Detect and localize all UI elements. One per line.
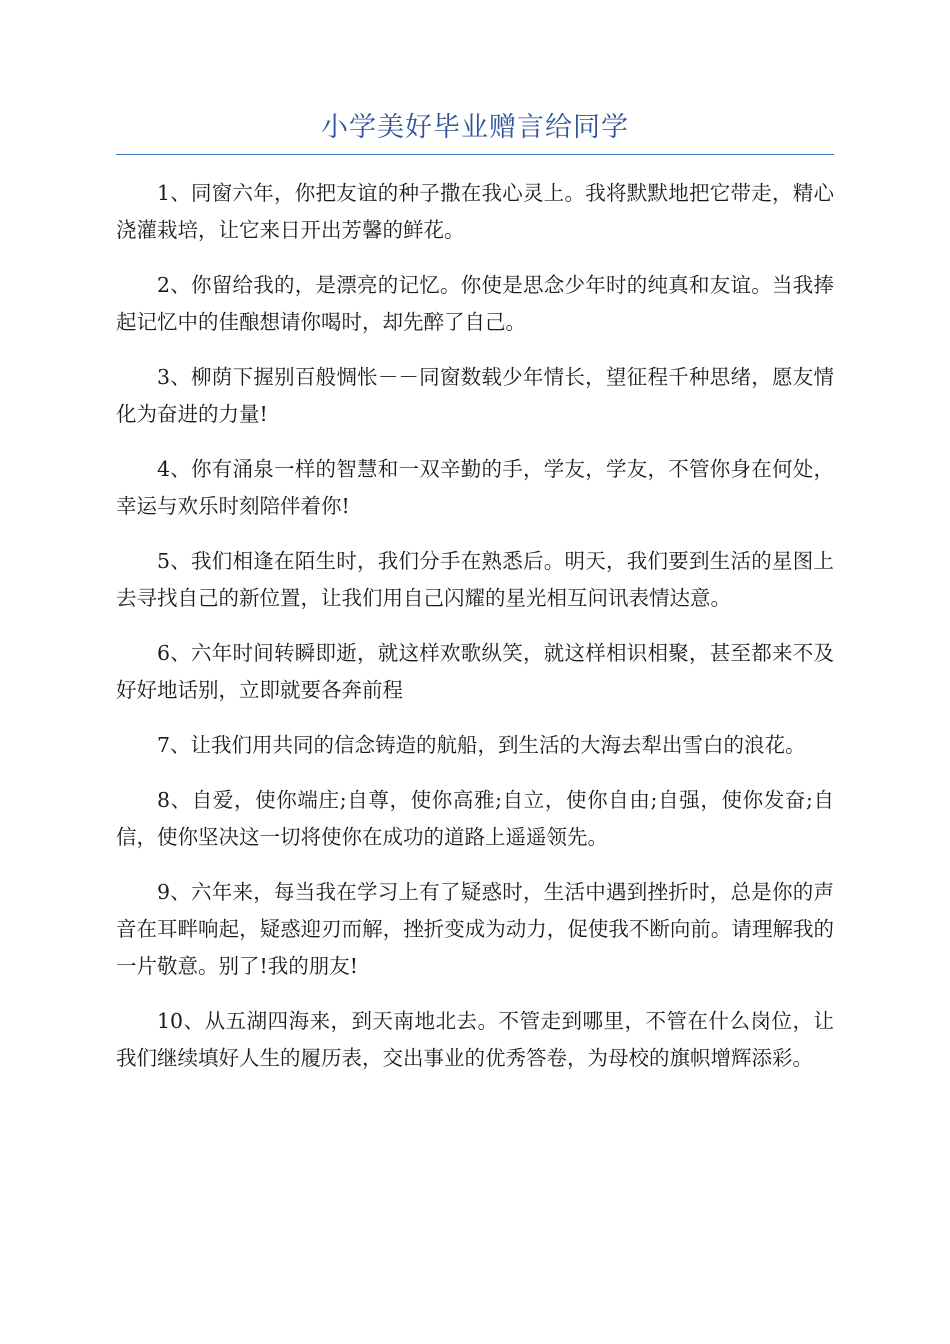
title-underline xyxy=(116,154,834,155)
paragraph-3: 3、柳荫下握别百般惆怅－－同窗数载少年情长，望征程千种思绪，愿友情化为奋进的力量! xyxy=(116,365,834,426)
paragraph-2: 2、你留给我的，是漂亮的记忆。你使是思念少年时的纯真和友谊。当我捧起记忆中的佳酿想请你喝时，却先醉了自己。 xyxy=(116,273,834,334)
paragraph-9: 9、六年来，每当我在学习上有了疑惑时，生活中遇到挫折时，总是你的声音在耳畔响起，疑惑迎刃而解，挫折变成为动力，促使我不断向前。请理解我的一片敬意。别了!我的朋友! xyxy=(116,880,834,978)
document-page xyxy=(116,108,834,1095)
paragraph-7: 7、让我们用共同的信念铸造的航船，到生活的大海去犁出雪白的浪花。 xyxy=(157,733,806,757)
paragraph-1: 1、同窗六年，你把友谊的种子撒在我心灵上。我将默默地把它带走，精心浇灌栽培，让它来日开出芳馨的鲜花。 xyxy=(116,181,834,242)
paragraph-4: 4、你有涌泉一样的智慧和一双辛勤的手，学友，学友，不管你身在何处，幸运与欢乐时刻陪伴着你! xyxy=(116,457,834,518)
paragraph-8: 8、自爱，使你端庄;自尊，使你高雅;自立，使你自由;自强，使你发奋;自信，使你坚决这一切将使你在成功的道路上遥遥领先。 xyxy=(116,788,834,849)
document-title: 小学美好毕业赠言给同学 xyxy=(321,112,629,143)
document-body xyxy=(116,175,834,1077)
paragraph-6: 6、六年时间转瞬即逝，就这样欢歌纵笑，就这样相识相聚，甚至都来不及好好地话别，立即就要各奔前程 xyxy=(116,641,834,702)
paragraph-5: 5、我们相逢在陌生时，我们分手在熟悉后。明天，我们要到生活的星图上去寻找自己的新位置，让我们用自己闪耀的星光相互问讯表情达意。 xyxy=(116,549,834,610)
paragraph-10: 10、从五湖四海来，到天南地北去。不管走到哪里，不管在什么岗位，让我们继续填好人生的履历表，交出事业的优秀答卷，为母校的旗帜增辉添彩。 xyxy=(116,1009,834,1070)
